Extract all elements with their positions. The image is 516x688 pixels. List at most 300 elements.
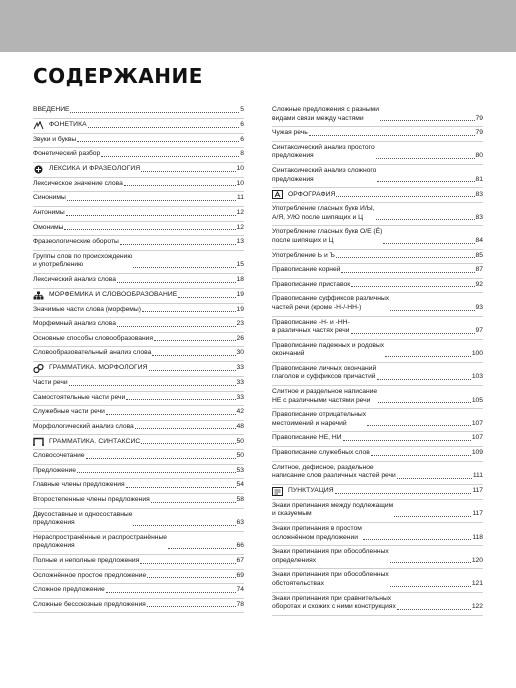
toc-page-number: 19 <box>236 305 244 313</box>
toc-entry[interactable] <box>33 494 244 509</box>
dot-leader <box>390 562 471 563</box>
toc-page-number: 67 <box>236 557 244 565</box>
toc-entry-label <box>33 335 153 344</box>
toc-page-number: 109 <box>471 449 483 457</box>
dot-leader <box>397 478 472 479</box>
toc-entry-text: Омонимы <box>33 223 64 231</box>
toc-page-number: 10 <box>236 165 244 173</box>
toc-entry-label <box>33 106 69 115</box>
toc-entry-text: Употребление Ь и Ъ <box>272 251 335 259</box>
toc-entry[interactable] <box>272 409 483 432</box>
toc-entry-label <box>49 438 140 447</box>
toc-entry-label <box>272 205 375 222</box>
toc-entry-label <box>272 144 375 161</box>
toc-page-number: 122 <box>471 603 483 611</box>
toc-entry-label <box>33 349 151 358</box>
dot-leader <box>376 158 475 159</box>
toc-entry[interactable] <box>33 318 244 333</box>
toc-entry[interactable] <box>33 304 244 319</box>
toc-entry-label <box>33 180 123 189</box>
toc-page-number: 97 <box>475 327 483 335</box>
toc-page-number: 23 <box>236 320 244 328</box>
toc-page-number: 33 <box>236 378 244 386</box>
toc-entry[interactable] <box>33 509 244 532</box>
toc-entry-text: Знаки препинания при обособленных обстоятельствах <box>272 571 389 587</box>
dot-leader <box>124 185 236 186</box>
page-title: СОДЕРЖАНИЕ <box>33 64 203 88</box>
toc-entry-text: Морфологический анализ слова <box>33 422 134 430</box>
toc-entry-text: Чужая речь <box>272 129 308 137</box>
toc-entry-label <box>33 511 132 528</box>
toc-entry-text: Полные и неполные предложения <box>33 557 140 565</box>
dot-leader <box>64 229 235 230</box>
toc-entry-label <box>272 502 393 519</box>
dot-leader <box>66 215 236 216</box>
dot-leader <box>117 326 236 327</box>
toc-page-number: 13 <box>236 238 244 246</box>
toc-entry-label <box>33 150 100 159</box>
toc-entry-text: Правописание отрицательных местоимений и наречий <box>272 411 367 427</box>
toc-entry-text: Двусоставные и односоставные предложения <box>33 510 133 527</box>
toc-entry[interactable] <box>272 264 483 279</box>
toc-entry-text: Группы слов по происхождению и употреблению <box>33 252 133 269</box>
toc-entry[interactable] <box>33 555 244 570</box>
toc-entry-text: Сложные предложения с разными видами связи между частями <box>272 106 380 122</box>
toc-entry-label <box>272 252 335 261</box>
toc-entry-text: ГРАММАТИКА. МОРФОЛОГИЯ <box>49 364 148 372</box>
toc-page-number: 117 <box>472 487 483 495</box>
toc-section-heading[interactable] <box>33 163 244 178</box>
toc-entry-label <box>272 167 376 184</box>
toc-entry[interactable] <box>272 165 483 188</box>
toc-entry-label <box>272 342 384 359</box>
toc-entry[interactable] <box>33 274 244 289</box>
dot-leader <box>101 156 239 157</box>
dot-leader <box>140 563 235 564</box>
dot-leader <box>67 200 236 201</box>
dot-leader <box>88 127 240 128</box>
toc-entry-text: Фразеологические обороты <box>33 238 119 246</box>
toc-page-number: 19 <box>236 290 244 298</box>
toc-entry-label <box>288 191 335 200</box>
toc-entry-label <box>33 534 167 551</box>
toc-page-number: 69 <box>236 571 244 579</box>
dot-leader <box>336 196 474 197</box>
toc-entry[interactable] <box>33 178 244 193</box>
toc-entry-text: Синонимы <box>33 194 66 202</box>
toc-entry-label <box>33 557 139 566</box>
toc-entry-text: Нераспространённые и распространённые предложения <box>33 533 168 550</box>
toc-entry[interactable] <box>272 386 483 409</box>
toc-entry-text: Слитное и раздельное написание НЕ с различными частями речи <box>272 388 378 404</box>
toc-page-number: 84 <box>475 236 483 244</box>
toc-page-number: 42 <box>236 408 244 416</box>
toc-page-number: 33 <box>236 393 244 401</box>
toc-left-column <box>33 104 244 613</box>
dot-leader <box>341 272 474 273</box>
dot-leader <box>133 267 235 268</box>
morphemics-icon <box>33 291 44 300</box>
dot-leader <box>390 310 474 311</box>
toc-entry-label <box>49 121 87 130</box>
toc-entry[interactable] <box>33 392 244 407</box>
toc-entry[interactable] <box>33 479 244 494</box>
toc-entry-text: Фонетический разбор <box>33 150 101 158</box>
toc-page-number: 5 <box>240 106 244 113</box>
toc-entry-text: Звуки и буквы <box>33 135 77 143</box>
dot-leader <box>77 141 239 142</box>
dot-leader <box>351 286 474 287</box>
toc-entry[interactable] <box>272 279 483 294</box>
toc-entry-label <box>33 253 132 270</box>
toc-entry-label <box>272 571 389 588</box>
toc-entry[interactable] <box>272 363 483 386</box>
dot-leader <box>363 539 472 540</box>
toc-entry-text: Синтаксический анализ сложного предложения <box>272 166 377 183</box>
toc-entry-text: Правописание служебных слов <box>272 449 370 457</box>
toc-entry-text: Сложное предложение <box>33 586 105 594</box>
dot-leader <box>141 443 235 444</box>
toc-entry-text: Самостоятельные части речи <box>33 393 126 401</box>
toc-entry-label <box>33 136 76 145</box>
toc-page-number: 66 <box>236 542 244 550</box>
lexicon-icon <box>33 165 44 174</box>
toc-entry-label <box>33 452 85 461</box>
toc-entry-label <box>272 106 379 123</box>
dot-leader <box>142 311 236 312</box>
syntax-icon <box>33 437 44 446</box>
toc-entry-text: ПУНКТУАЦИЯ <box>288 487 334 495</box>
toc-entry-text: Предложение <box>33 466 76 474</box>
toc-entry-text: Служебные части речи <box>33 408 105 416</box>
toc-entry[interactable] <box>33 207 244 222</box>
toc-page-number: 12 <box>236 223 244 231</box>
dot-leader <box>335 493 472 494</box>
dot-leader <box>351 333 475 334</box>
dot-leader <box>154 340 236 341</box>
dot-leader <box>106 414 236 415</box>
toc-entry-label <box>272 548 389 565</box>
toc-page-number: 15 <box>236 261 244 269</box>
toc-section-heading[interactable] <box>272 188 483 203</box>
dot-leader <box>106 592 236 593</box>
dot-leader <box>383 243 474 244</box>
toc-entry[interactable] <box>33 333 244 348</box>
toc-entry-label <box>33 394 125 403</box>
toc-page-number: 83 <box>475 190 483 198</box>
toc-page-number: 48 <box>236 422 244 430</box>
toc-page-number: 63 <box>236 519 244 527</box>
toc-entry-text: Лексический анализ слова <box>33 275 116 283</box>
toc-entry[interactable] <box>33 134 244 149</box>
toc-entry[interactable] <box>272 127 483 142</box>
toc-page-number: 18 <box>236 275 244 283</box>
top-gray-band <box>0 0 516 52</box>
toc-entry[interactable] <box>33 421 244 436</box>
toc-page-number: 121 <box>471 579 483 587</box>
toc-entry[interactable] <box>33 347 244 362</box>
toc-entry-label <box>33 224 63 233</box>
toc-entry-text: Осложнённое простое предложение <box>33 571 147 579</box>
toc-entry-text: Лексическое значение слова <box>33 179 123 187</box>
dot-leader <box>147 577 235 578</box>
dot-leader <box>147 606 236 607</box>
toc-page-number: 118 <box>472 533 483 541</box>
toc-entry-label <box>272 411 366 428</box>
toc-entry[interactable] <box>33 532 244 555</box>
toc-entry[interactable] <box>33 406 244 421</box>
toc-page-number: 30 <box>236 349 244 357</box>
toc-entry[interactable] <box>33 584 244 599</box>
toc-entry[interactable] <box>272 546 483 569</box>
toc-entry[interactable] <box>33 599 244 614</box>
toc-entry-text: ВВЕДЕНИЕ <box>33 106 70 113</box>
toc-entry-text: Правописание корней <box>272 266 341 274</box>
toc-entry[interactable] <box>272 226 483 249</box>
toc-entry-label <box>272 266 340 275</box>
toc-entry[interactable] <box>272 569 483 592</box>
toc-page-number: 50 <box>236 437 244 445</box>
toc-entry[interactable] <box>272 250 483 265</box>
dot-leader <box>376 219 475 220</box>
phonetics-icon <box>33 121 44 130</box>
toc-entry[interactable] <box>33 570 244 585</box>
toc-entry-label <box>272 365 376 382</box>
toc-entry-label <box>49 291 177 300</box>
toc-entry-label <box>33 379 68 388</box>
toc-page-number: 79 <box>475 114 483 122</box>
toc-entry[interactable] <box>33 148 244 163</box>
toc-entry[interactable] <box>272 142 483 165</box>
toc-entry[interactable] <box>33 192 244 207</box>
punctuation-icon <box>272 487 283 496</box>
dot-leader <box>70 112 239 113</box>
toc-entry[interactable] <box>272 523 483 546</box>
dot-leader <box>120 244 236 245</box>
dot-leader <box>126 399 235 400</box>
dot-leader <box>77 472 236 473</box>
toc-entry-text: Правописание приставок <box>272 280 351 288</box>
toc-entry-text: ФОНЕТИКА <box>49 121 87 128</box>
dot-leader <box>168 548 236 549</box>
toc-entry[interactable] <box>33 104 244 119</box>
toc-entry-text: Правописание НЕ, НИ <box>272 434 342 442</box>
toc-entry-text: Словосочетание <box>33 452 85 460</box>
toc-entry-text: Правописание -Н- и -НН- в различных частях речи <box>272 318 350 335</box>
toc-section-heading[interactable] <box>33 289 244 304</box>
dot-leader <box>371 455 471 456</box>
toc-page-number: 10 <box>236 179 244 187</box>
toc-entry-text: Слитное, дефисное, раздельное написание слов различных частей речи <box>272 463 396 480</box>
toc-entry[interactable] <box>33 465 244 480</box>
toc-entry-label <box>288 487 334 496</box>
toc-entry-text: Антонимы <box>33 208 65 216</box>
dot-leader <box>394 516 471 517</box>
toc-entry[interactable] <box>272 203 483 226</box>
toc-entry[interactable] <box>272 293 483 316</box>
toc-entry-text: Знаки препинания при обособленных определениях <box>272 548 389 564</box>
toc-page-number: 85 <box>475 251 483 259</box>
toc-entry-text: Главные члены предложения <box>33 481 125 489</box>
toc-entry-label <box>33 572 146 581</box>
dot-leader <box>397 609 471 610</box>
toc-entry-label <box>272 525 362 542</box>
toc-entry-text: Употребление гласных букв О/Е (Ё) после шипящих и Ц <box>272 228 383 244</box>
dot-leader <box>377 379 471 380</box>
toc-entry-text: ОРФОГРАФИЯ <box>288 190 336 198</box>
dot-leader <box>336 257 475 258</box>
toc-section-heading[interactable] <box>33 362 244 377</box>
toc-right-column <box>272 104 483 616</box>
toc-entry[interactable] <box>33 222 244 237</box>
toc-entry[interactable] <box>272 432 483 447</box>
toc-page-number: 53 <box>236 466 244 474</box>
toc-entry-label <box>33 496 150 505</box>
dot-leader <box>126 487 236 488</box>
toc-page-number: 117 <box>472 510 483 518</box>
toc-entry-label <box>33 320 116 329</box>
toc-section-heading[interactable] <box>33 435 244 450</box>
dot-leader <box>380 120 475 121</box>
toc-entry-text: Синтаксический анализ простого предложения <box>272 143 375 160</box>
toc-entry-label <box>33 408 105 417</box>
toc-entry-label <box>33 209 65 218</box>
dot-leader <box>377 181 474 182</box>
dot-leader <box>385 356 471 357</box>
dot-leader <box>86 458 236 459</box>
toc-entry-text: Употребление гласных букв И/Ы, А/Я, У/Ю после шипящих и Ц <box>272 205 375 221</box>
toc-entry-label <box>272 449 370 458</box>
toc-page-number: 83 <box>475 213 483 221</box>
dot-leader <box>133 525 235 526</box>
toc-page-number: 105 <box>471 396 483 404</box>
toc-page-number: 107 <box>471 434 483 442</box>
toc-page-number: 111 <box>472 472 483 480</box>
toc-page-number: 78 <box>236 600 244 608</box>
toc-entry-text: Второстепенные члены предложения <box>33 496 150 504</box>
toc-entry-label <box>49 165 140 174</box>
toc-entry-text: Словообразовательный анализ слова <box>33 349 152 357</box>
dot-leader <box>178 297 235 298</box>
toc-entry-text: Значимые части слова (морфемы) <box>33 305 141 313</box>
toc-section-heading[interactable] <box>272 485 483 500</box>
toc-entry-label <box>33 306 141 315</box>
dot-leader <box>367 425 471 426</box>
toc-page-number: 87 <box>475 266 483 274</box>
toc-entry-text: МОРФЕМИКА И СЛОВООБРАЗОВАНИЕ <box>49 290 178 298</box>
dot-leader <box>117 282 236 283</box>
toc-entry-text: Морфемный анализ слова <box>33 320 116 328</box>
toc-page-number: 58 <box>236 496 244 504</box>
toc-entry-label <box>272 129 308 138</box>
toc-page-number: 107 <box>471 419 483 427</box>
toc-entry[interactable] <box>272 104 483 127</box>
toc-entry-text: ЛЕКСИКА И ФРАЗЕОЛОГИЯ <box>49 165 141 173</box>
toc-page-number: 26 <box>236 334 244 342</box>
toc-page-number: 79 <box>475 129 483 137</box>
toc-entry-label <box>272 434 342 443</box>
toc-entry[interactable] <box>33 236 244 251</box>
toc-page-number: 11 <box>237 194 244 202</box>
toc-page-number: 100 <box>471 350 483 358</box>
toc-page-number: 33 <box>236 364 244 372</box>
toc-entry-text: Знаки препинания при сравнительных оборотах и схожих с ними конструкциях <box>272 594 396 611</box>
toc-page-number: 81 <box>475 175 483 183</box>
toc-entry-label <box>33 194 66 203</box>
toc-entry-text: Знаки препинания между подлежащим и сказуемым <box>272 501 394 518</box>
toc-entry-label <box>272 295 389 312</box>
toc-entry-text: Правописание личных окончаний глаголов и суффиксов причастий <box>272 364 377 381</box>
toc-entry[interactable] <box>272 447 483 462</box>
toc-entry-label <box>33 601 146 610</box>
toc-entry-text: Сложные бессоюзные предложения <box>33 600 146 608</box>
toc-page-number: 6 <box>240 135 244 143</box>
toc-entry[interactable] <box>272 500 483 523</box>
toc-entry-label <box>33 481 125 490</box>
toc-page-number: 120 <box>471 556 483 564</box>
toc-section-heading[interactable] <box>33 119 244 134</box>
toc-entry[interactable] <box>272 462 483 485</box>
dot-leader <box>151 502 236 503</box>
dot-leader <box>69 385 236 386</box>
toc-entry-text: Части речи <box>33 378 68 386</box>
toc-page-number: 74 <box>236 586 244 594</box>
toc-entry-label <box>49 364 148 373</box>
toc-entry-text: Основные способы словообразования <box>33 334 154 342</box>
morphology-icon <box>33 364 44 373</box>
toc-entry-label <box>272 228 382 245</box>
toc-entry[interactable] <box>272 340 483 363</box>
toc-entry-label <box>33 276 116 285</box>
toc-entry-label <box>33 586 105 595</box>
toc-page-number: 50 <box>236 452 244 460</box>
dot-leader <box>343 440 471 441</box>
toc-page-number: 103 <box>471 373 483 381</box>
toc-entry-text: Правописание суффиксов различных частей речи (кроме -Н-/-НН-) <box>272 295 390 311</box>
toc-entry[interactable] <box>33 251 244 274</box>
dot-leader <box>378 402 471 403</box>
dot-leader <box>149 370 236 371</box>
dot-leader <box>152 355 235 356</box>
toc-entry-label <box>33 238 119 247</box>
toc-page-number: 12 <box>236 208 244 216</box>
toc-page-number: 92 <box>475 280 483 288</box>
toc-entry-label <box>272 464 396 481</box>
toc-entry-label <box>272 319 350 336</box>
toc-page-number: 54 <box>236 481 244 489</box>
toc-entry[interactable] <box>272 317 483 340</box>
toc-entry-text: Знаки препинания в простом осложнённом предложении <box>272 525 362 541</box>
toc-entry[interactable] <box>33 450 244 465</box>
toc-entry-text: ГРАММАТИКА. СИНТАКСИС <box>49 437 141 445</box>
orthography-icon <box>272 190 283 199</box>
toc-entry-label <box>272 388 377 405</box>
toc-entry-text: Правописание падежных и родовых окончаний <box>272 341 385 358</box>
dot-leader <box>141 171 235 172</box>
toc-page-number: 93 <box>475 303 483 311</box>
dot-leader <box>309 135 475 136</box>
toc-page-number: 80 <box>475 152 483 160</box>
toc-entry-label <box>33 423 134 432</box>
toc-page-number: 8 <box>240 150 244 158</box>
toc-entry-label <box>33 467 76 476</box>
dot-leader <box>135 428 236 429</box>
toc-entry-label <box>272 595 396 612</box>
toc-entry[interactable] <box>272 593 483 616</box>
toc-entry[interactable] <box>33 377 244 392</box>
toc-entry-label <box>272 281 350 290</box>
toc-page-number: 6 <box>240 121 244 128</box>
